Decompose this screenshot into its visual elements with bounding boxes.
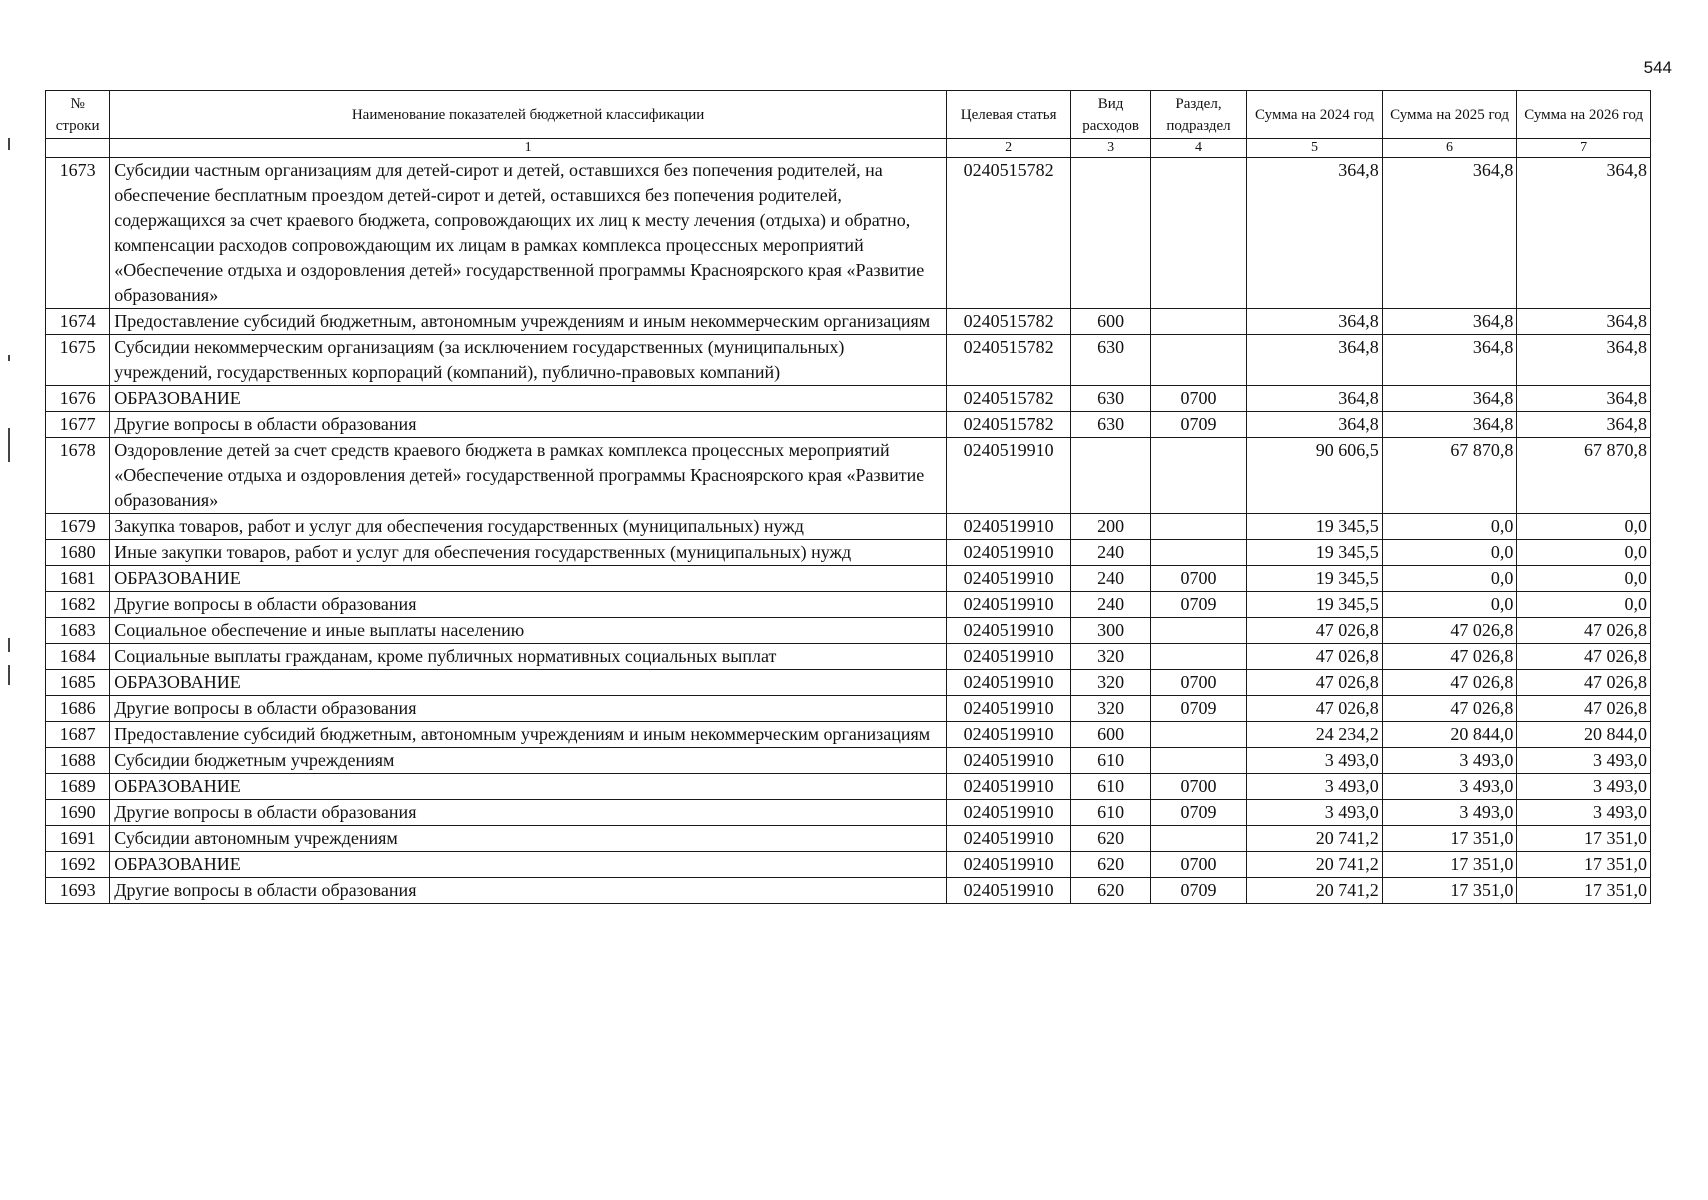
section-cell: 0709 <box>1150 592 1246 618</box>
row-number-cell: 1686 <box>46 696 110 722</box>
section-cell <box>1150 514 1246 540</box>
section-cell <box>1150 158 1246 309</box>
expense-type-cell: 620 <box>1071 852 1150 878</box>
sum-2024-cell: 364,8 <box>1247 412 1383 438</box>
table-row <box>46 852 1651 878</box>
section-cell: 0700 <box>1150 566 1246 592</box>
header-indicator-name: Наименование показателей бюджетной классификации <box>110 91 947 139</box>
expense-type-cell: 610 <box>1071 774 1150 800</box>
table-row <box>46 774 1651 800</box>
indicator-name-cell: Субсидии автономным учреждениям <box>110 826 947 852</box>
row-number-cell: 1677 <box>46 412 110 438</box>
target-article-cell: 0240515782 <box>946 158 1071 309</box>
sum-2024-cell: 364,8 <box>1247 386 1383 412</box>
sum-2026-cell: 0,0 <box>1517 514 1651 540</box>
section-cell <box>1150 540 1246 566</box>
scan-artifact-mark <box>8 428 10 462</box>
target-article-cell: 0240519910 <box>946 722 1071 748</box>
sum-2025-cell: 0,0 <box>1382 540 1517 566</box>
table-row <box>46 592 1651 618</box>
sum-2026-cell: 47 026,8 <box>1517 644 1651 670</box>
sum-2026-cell: 0,0 <box>1517 592 1651 618</box>
header-column-numbers <box>46 139 1651 158</box>
indicator-name-cell: ОБРАЗОВАНИЕ <box>110 566 947 592</box>
expense-type-cell <box>1071 438 1150 514</box>
target-article-cell: 0240519910 <box>946 644 1071 670</box>
sum-2025-cell: 47 026,8 <box>1382 618 1517 644</box>
row-number-cell: 1680 <box>46 540 110 566</box>
sum-2026-cell: 364,8 <box>1517 309 1651 335</box>
header-sum-2026: Сумма на 2026 год <box>1517 91 1651 139</box>
row-number-cell: 1678 <box>46 438 110 514</box>
target-article-cell: 0240519910 <box>946 696 1071 722</box>
sum-2026-cell: 3 493,0 <box>1517 748 1651 774</box>
target-article-cell: 0240519910 <box>946 748 1071 774</box>
sum-2024-cell: 3 493,0 <box>1247 774 1383 800</box>
sum-2025-cell: 0,0 <box>1382 566 1517 592</box>
indicator-name-cell: Предоставление субсидий бюджетным, автономным учреждениям и иным некоммерческим организациям <box>110 722 947 748</box>
target-article-cell: 0240519910 <box>946 774 1071 800</box>
table-row <box>46 438 1651 514</box>
row-number-cell: 1692 <box>46 852 110 878</box>
expense-type-cell: 630 <box>1071 412 1150 438</box>
table-row <box>46 412 1651 438</box>
section-cell <box>1150 438 1246 514</box>
row-number-cell: 1673 <box>46 158 110 309</box>
sum-2024-cell: 20 741,2 <box>1247 878 1383 904</box>
expense-type-cell: 320 <box>1071 696 1150 722</box>
section-cell <box>1150 618 1246 644</box>
column-number: 4 <box>1150 139 1246 158</box>
sum-2024-cell: 20 741,2 <box>1247 852 1383 878</box>
sum-2026-cell: 364,8 <box>1517 158 1651 309</box>
indicator-name-cell: ОБРАЗОВАНИЕ <box>110 852 947 878</box>
table-row <box>46 540 1651 566</box>
expense-type-cell: 610 <box>1071 748 1150 774</box>
sum-2024-cell: 20 741,2 <box>1247 826 1383 852</box>
row-number-cell: 1689 <box>46 774 110 800</box>
sum-2025-cell: 17 351,0 <box>1382 852 1517 878</box>
sum-2024-cell: 47 026,8 <box>1247 670 1383 696</box>
section-cell <box>1150 335 1246 386</box>
indicator-name-cell: Другие вопросы в области образования <box>110 878 947 904</box>
sum-2024-cell: 364,8 <box>1247 158 1383 309</box>
budget-table <box>45 90 1651 904</box>
page-number: 544 <box>1643 58 1672 77</box>
table-row <box>46 514 1651 540</box>
expense-type-cell <box>1071 158 1150 309</box>
expense-type-cell: 240 <box>1071 540 1150 566</box>
sum-2024-cell: 19 345,5 <box>1247 540 1383 566</box>
sum-2025-cell: 67 870,8 <box>1382 438 1517 514</box>
indicator-name-cell: Закупка товаров, работ и услуг для обеспечения государственных (муниципальных) нужд <box>110 514 947 540</box>
target-article-cell: 0240515782 <box>946 386 1071 412</box>
sum-2024-cell: 19 345,5 <box>1247 566 1383 592</box>
sum-2026-cell: 364,8 <box>1517 386 1651 412</box>
sum-2024-cell: 19 345,5 <box>1247 514 1383 540</box>
sum-2024-cell: 47 026,8 <box>1247 644 1383 670</box>
table-row <box>46 878 1651 904</box>
row-number-cell: 1688 <box>46 748 110 774</box>
scan-artifact-mark <box>8 665 10 685</box>
sum-2024-cell: 47 026,8 <box>1247 696 1383 722</box>
row-number-cell: 1691 <box>46 826 110 852</box>
indicator-name-cell: ОБРАЗОВАНИЕ <box>110 670 947 696</box>
table-row <box>46 748 1651 774</box>
indicator-name-cell: ОБРАЗОВАНИЕ <box>110 774 947 800</box>
sum-2024-cell: 47 026,8 <box>1247 618 1383 644</box>
table-row <box>46 670 1651 696</box>
section-cell: 0700 <box>1150 386 1246 412</box>
sum-2025-cell: 0,0 <box>1382 592 1517 618</box>
scan-artifact-mark <box>8 355 10 361</box>
section-cell: 0700 <box>1150 852 1246 878</box>
target-article-cell: 0240519910 <box>946 800 1071 826</box>
row-number-cell: 1676 <box>46 386 110 412</box>
sum-2026-cell: 20 844,0 <box>1517 722 1651 748</box>
sum-2024-cell: 19 345,5 <box>1247 592 1383 618</box>
scan-artifact-mark <box>8 138 10 150</box>
row-number-cell: 1684 <box>46 644 110 670</box>
sum-2024-cell: 3 493,0 <box>1247 748 1383 774</box>
section-cell: 0700 <box>1150 670 1246 696</box>
expense-type-cell: 300 <box>1071 618 1150 644</box>
section-cell: 0709 <box>1150 412 1246 438</box>
sum-2024-cell: 24 234,2 <box>1247 722 1383 748</box>
column-number: 3 <box>1071 139 1150 158</box>
column-number: 5 <box>1247 139 1383 158</box>
expense-type-cell: 320 <box>1071 644 1150 670</box>
sum-2025-cell: 364,8 <box>1382 335 1517 386</box>
sum-2025-cell: 47 026,8 <box>1382 696 1517 722</box>
row-number-cell: 1682 <box>46 592 110 618</box>
table-row <box>46 386 1651 412</box>
section-cell: 0709 <box>1150 878 1246 904</box>
expense-type-cell: 200 <box>1071 514 1150 540</box>
sum-2026-cell: 364,8 <box>1517 412 1651 438</box>
section-cell: 0709 <box>1150 800 1246 826</box>
sum-2025-cell: 17 351,0 <box>1382 826 1517 852</box>
target-article-cell: 0240519910 <box>946 670 1071 696</box>
sum-2026-cell: 0,0 <box>1517 540 1651 566</box>
section-cell: 0709 <box>1150 696 1246 722</box>
target-article-cell: 0240519910 <box>946 514 1071 540</box>
sum-2026-cell: 47 026,8 <box>1517 696 1651 722</box>
row-number-cell: 1687 <box>46 722 110 748</box>
target-article-cell: 0240515782 <box>946 309 1071 335</box>
target-article-cell: 0240519910 <box>946 618 1071 644</box>
indicator-name-cell: Предоставление субсидий бюджетным, автономным учреждениям и иным некоммерческим организациям <box>110 309 947 335</box>
sum-2025-cell: 3 493,0 <box>1382 748 1517 774</box>
target-article-cell: 0240519910 <box>946 438 1071 514</box>
sum-2025-cell: 364,8 <box>1382 386 1517 412</box>
header-sum-2025: Сумма на 2025 год <box>1382 91 1517 139</box>
indicator-name-cell: Другие вопросы в области образования <box>110 800 947 826</box>
column-number: 2 <box>946 139 1071 158</box>
section-cell <box>1150 748 1246 774</box>
target-article-cell: 0240519910 <box>946 878 1071 904</box>
indicator-name-cell: Социальные выплаты гражданам, кроме публичных нормативных социальных выплат <box>110 644 947 670</box>
sum-2024-cell: 364,8 <box>1247 335 1383 386</box>
table-row <box>46 722 1651 748</box>
header-section: Раздел, подраздел <box>1150 91 1246 139</box>
sum-2025-cell: 3 493,0 <box>1382 774 1517 800</box>
table-body <box>46 158 1651 904</box>
expense-type-cell: 610 <box>1071 800 1150 826</box>
indicator-name-cell: ОБРАЗОВАНИЕ <box>110 386 947 412</box>
table-row <box>46 158 1651 309</box>
section-cell <box>1150 826 1246 852</box>
row-number-cell: 1693 <box>46 878 110 904</box>
column-number <box>46 139 110 158</box>
column-number: 6 <box>1382 139 1517 158</box>
sum-2025-cell: 47 026,8 <box>1382 670 1517 696</box>
sum-2025-cell: 364,8 <box>1382 309 1517 335</box>
table-row <box>46 618 1651 644</box>
table-row <box>46 696 1651 722</box>
target-article-cell: 0240519910 <box>946 852 1071 878</box>
sum-2026-cell: 17 351,0 <box>1517 852 1651 878</box>
expense-type-cell: 320 <box>1071 670 1150 696</box>
row-number-cell: 1690 <box>46 800 110 826</box>
sum-2026-cell: 364,8 <box>1517 335 1651 386</box>
header-row-number: № строки <box>46 91 110 139</box>
sum-2025-cell: 47 026,8 <box>1382 644 1517 670</box>
indicator-name-cell: Другие вопросы в области образования <box>110 412 947 438</box>
column-number: 1 <box>110 139 947 158</box>
sum-2024-cell: 364,8 <box>1247 309 1383 335</box>
section-cell: 0700 <box>1150 774 1246 800</box>
row-number-cell: 1685 <box>46 670 110 696</box>
table-row <box>46 800 1651 826</box>
table-row <box>46 566 1651 592</box>
target-article-cell: 0240519910 <box>946 592 1071 618</box>
sum-2025-cell: 0,0 <box>1382 514 1517 540</box>
section-cell <box>1150 644 1246 670</box>
row-number-cell: 1683 <box>46 618 110 644</box>
sum-2026-cell: 47 026,8 <box>1517 670 1651 696</box>
expense-type-cell: 600 <box>1071 309 1150 335</box>
sum-2026-cell: 3 493,0 <box>1517 800 1651 826</box>
indicator-name-cell: Другие вопросы в области образования <box>110 592 947 618</box>
target-article-cell: 0240515782 <box>946 412 1071 438</box>
indicator-name-cell: Другие вопросы в области образования <box>110 696 947 722</box>
sum-2025-cell: 3 493,0 <box>1382 800 1517 826</box>
expense-type-cell: 240 <box>1071 566 1150 592</box>
sum-2026-cell: 17 351,0 <box>1517 878 1651 904</box>
sum-2025-cell: 364,8 <box>1382 412 1517 438</box>
sum-2025-cell: 364,8 <box>1382 158 1517 309</box>
indicator-name-cell: Социальное обеспечение и иные выплаты населению <box>110 618 947 644</box>
indicator-name-cell: Оздоровление детей за счет средств краевого бюджета в рамках комплекса процессных мероприятий «Обеспечение отдыха и оздоровления детей» государственной программы Красноярского края «Развитие образования» <box>110 438 947 514</box>
sum-2025-cell: 20 844,0 <box>1382 722 1517 748</box>
row-number-cell: 1681 <box>46 566 110 592</box>
expense-type-cell: 620 <box>1071 878 1150 904</box>
expense-type-cell: 620 <box>1071 826 1150 852</box>
table-row <box>46 644 1651 670</box>
target-article-cell: 0240519910 <box>946 540 1071 566</box>
indicator-name-cell: Субсидии бюджетным учреждениям <box>110 748 947 774</box>
budget-table-container <box>45 90 1651 904</box>
target-article-cell: 0240519910 <box>946 566 1071 592</box>
sum-2024-cell: 3 493,0 <box>1247 800 1383 826</box>
row-number-cell: 1675 <box>46 335 110 386</box>
column-number: 7 <box>1517 139 1651 158</box>
sum-2026-cell: 3 493,0 <box>1517 774 1651 800</box>
sum-2026-cell: 0,0 <box>1517 566 1651 592</box>
sum-2026-cell: 67 870,8 <box>1517 438 1651 514</box>
table-header <box>46 91 1651 158</box>
indicator-name-cell: Субсидии частным организациям для детей-сирот и детей, оставшихся без попечения родителей, на обеспечение бесплатным проездом детей-сирот и детей, оставшихся без попечения родителей, содержащихся за счет краевого бюджета, сопровождающих их лиц к месту лечения (отдыха) и обратно, компенсации расходов сопровождающим их лицам в рамках комплекса процессных мероприятий «Обеспечение отдыха и оздоровления детей» государственной программы Красноярского края «Развитие образования» <box>110 158 947 309</box>
sum-2024-cell: 90 606,5 <box>1247 438 1383 514</box>
section-cell <box>1150 309 1246 335</box>
row-number-cell: 1679 <box>46 514 110 540</box>
header-expense-type: Вид расходов <box>1071 91 1150 139</box>
expense-type-cell: 600 <box>1071 722 1150 748</box>
row-number-cell: 1674 <box>46 309 110 335</box>
expense-type-cell: 630 <box>1071 386 1150 412</box>
indicator-name-cell: Иные закупки товаров, работ и услуг для обеспечения государственных (муниципальных) нужд <box>110 540 947 566</box>
expense-type-cell: 630 <box>1071 335 1150 386</box>
indicator-name-cell: Субсидии некоммерческим организациям (за исключением государственных (муниципальных) учреждений, государственных корпораций (компаний), публично-правовых компаний) <box>110 335 947 386</box>
header-sum-2024: Сумма на 2024 год <box>1247 91 1383 139</box>
sum-2026-cell: 17 351,0 <box>1517 826 1651 852</box>
target-article-cell: 0240519910 <box>946 826 1071 852</box>
table-row <box>46 309 1651 335</box>
sum-2025-cell: 17 351,0 <box>1382 878 1517 904</box>
scan-artifact-mark <box>8 638 10 652</box>
table-row <box>46 826 1651 852</box>
section-cell <box>1150 722 1246 748</box>
sum-2026-cell: 47 026,8 <box>1517 618 1651 644</box>
header-target-article: Целевая статья <box>946 91 1071 139</box>
target-article-cell: 0240515782 <box>946 335 1071 386</box>
expense-type-cell: 240 <box>1071 592 1150 618</box>
table-row <box>46 335 1651 386</box>
